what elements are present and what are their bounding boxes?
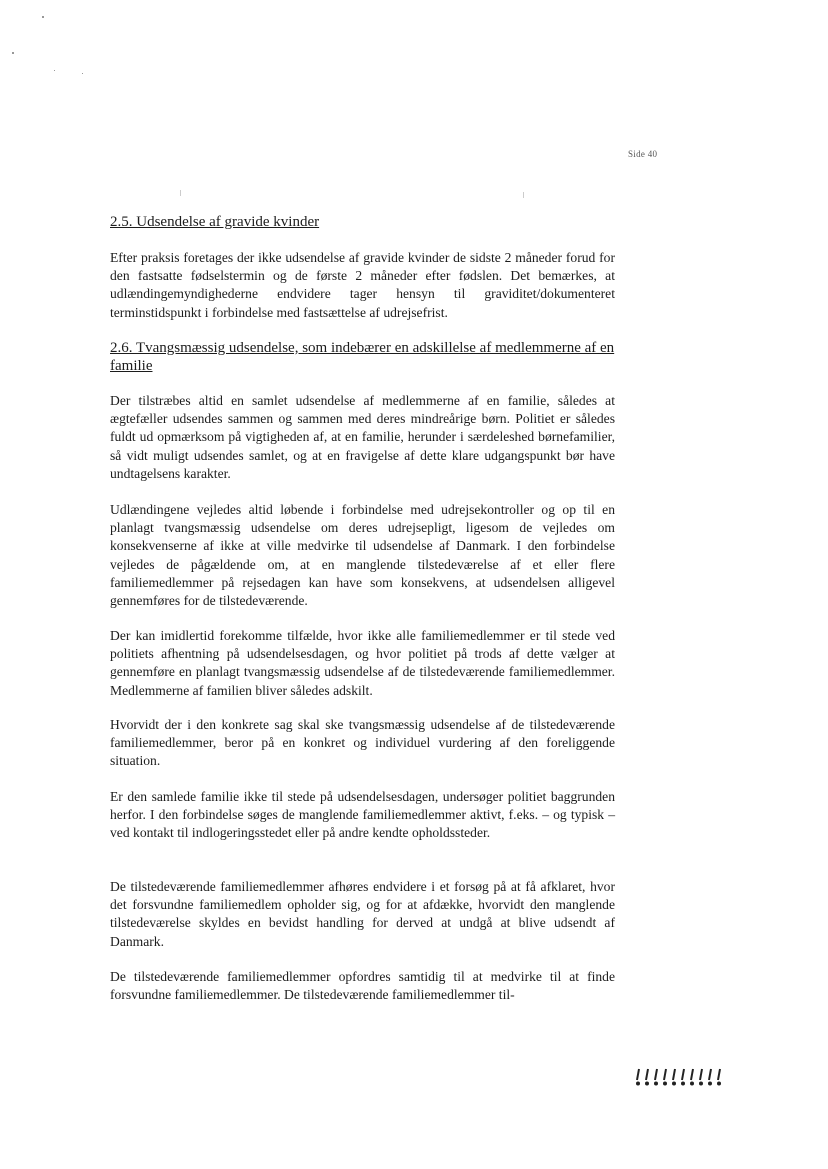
section-heading-2-5: 2.5. Udsendelse af gravide kvinder xyxy=(110,214,320,230)
scan-mark xyxy=(180,190,181,196)
paragraph: Efter praksis foretages der ikke udsendelse af gravide kvinder de sidste 2 måneder forud for den fastsatte fødselstermin og de første 2 måneder efter fødslen. Det bemærkes, at udlændingemyndighederne endvidere tager hensyn til graviditet/dokumenteret terminstidspunkt i forbindelse med fastsættelse af udrejsefrist. xyxy=(110,250,615,320)
scan-speck xyxy=(54,70,55,71)
paragraph: De tilstedeværende familiemedlemmer afhøres endvidere i et forsøg på at få afklaret, hvor det forsvundne familiemedlem opholder sig, og for at afdække, hvorvidt den manglende tilstedeværelse skyldes en bevidst handling for derved at undgå at blive udsendt af Danmark. xyxy=(110,879,615,949)
scan-speck xyxy=(42,16,44,18)
paragraph: De tilstedeværende familiemedlemmer opfordres samtidig til at medvirke til at finde forsvundne familiemedlemmer. De tilstedeværende familiemedlemmer til- xyxy=(110,969,615,1003)
paragraph: Der kan imidlertid forekomme tilfælde, hvor ikke alle familiemedlemmer er til stede ved politiets afhentning på udsendelsesdagen, og hvor politiet på trods af dette vælger at gennemføre en planlagt tvangsmæssig udsendelse af de tilstedeværende familiemedlemmer. Medlemmerne af familien bliver således adskilt. xyxy=(110,628,615,698)
paragraph: Er den samlede familie ikke til stede på udsendelsesdagen, undersøger politiet baggrunden herfor. I den forbindelse søges de manglende familiemedlemmer aktivt, f.eks. – og typisk – ved kontakt til indlogeringsstedet eller på andre kendte opholdssteder. xyxy=(110,789,615,841)
section-heading-2-6: 2.6. Tvangsmæssig udsendelse, som indebærer en adskillelse af medlemmerne af en familie xyxy=(110,340,615,374)
scan-speck xyxy=(12,52,14,54)
paragraph: Hvorvidt der i den konkrete sag skal ske tvangsmæssig udsendelse af de tilstedeværende familiemedlemmer, beror på en konkret og individuel vurdering af den foreliggende situation. xyxy=(110,717,615,769)
page-number: Side 40 xyxy=(628,149,658,159)
paragraph: Udlændingene vejledes altid løbende i forbindelse med udrejsekontroller og op til en planlagt tvangsmæssig udsendelse om deres udrejsepligt, ligesom de vejledes om konsekvenserne af ikke at ville medvirke til udsendelse af Danmark. I den forbindelse vejledes de pågældende om, at en manglende tilstedeværelse af et eller flere familiemedlemmer på rejsedagen kan have som konsekvens, at udsendelsen alligevel gennemføres for de tilstedeværende. xyxy=(110,502,615,609)
scan-mark xyxy=(523,192,524,198)
scan-speck xyxy=(82,73,83,74)
paragraph: Der tilstræbes altid en samlet udsendelse af medlemmerne af en familie, således at ægtefæller udsendes sammen og sammen med deres mindreårige børn. Politiet er således fuldt ud opmærksom på vigtigheden af, at en familie, herunder i særdeleshed børnefamilier, så vidt muligt udsendes samlet, og at en fravigelse af dette klare udgangspunkt bør have undtagelsens karakter. xyxy=(110,393,615,481)
barcode-mark xyxy=(636,1068,726,1086)
